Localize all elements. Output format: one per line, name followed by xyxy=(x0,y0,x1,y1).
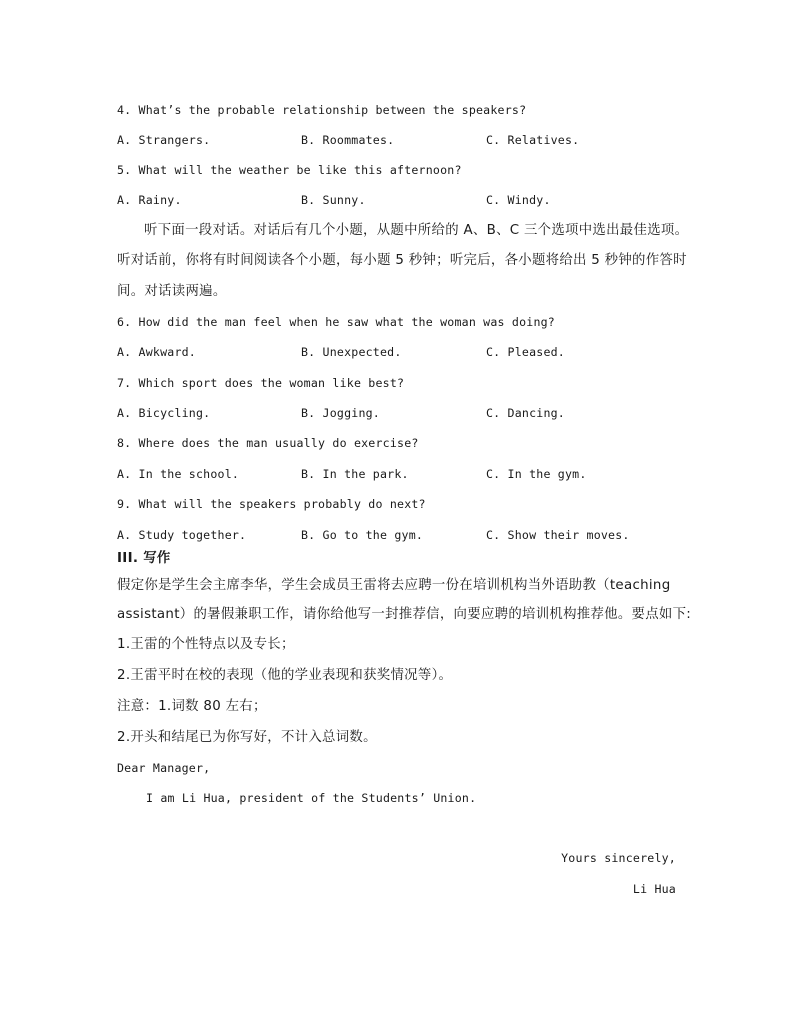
writing-note-1: 注意：1.词数 80 左右； xyxy=(117,699,267,714)
option-c: C. Pleased. xyxy=(486,345,565,359)
letter-opening: I am Li Hua, president of the Students’ Union. xyxy=(146,791,477,805)
question-9: 9. What will the speakers probably do next? xyxy=(117,497,426,511)
option-c: C. Dancing. xyxy=(486,406,565,420)
question-4: 4. What’s the probable relationship between the speakers? xyxy=(117,103,527,117)
option-b: B. In the park. xyxy=(301,467,409,481)
question-5: 5. What will the weather be like this afternoon? xyxy=(117,163,462,177)
option-b: B. Sunny. xyxy=(301,193,366,207)
option-c: C. Relatives. xyxy=(486,133,580,147)
option-b: B. Go to the gym. xyxy=(301,528,424,542)
option-b: B. Jogging. xyxy=(301,406,380,420)
writing-point-1: 1.王雷的个性特点以及专长； xyxy=(117,637,295,652)
option-a: A. Rainy. xyxy=(117,193,182,207)
section-heading-writing: III. 写作 xyxy=(117,551,171,566)
letter-closing: Yours sincerely, xyxy=(561,851,676,865)
letter-signature: Li Hua xyxy=(632,882,676,896)
option-b: B. Unexpected. xyxy=(301,345,402,359)
question-6: 6. How did the man feel when he saw what the woman was doing? xyxy=(117,315,555,329)
option-a: A. Strangers. xyxy=(117,133,211,147)
writing-note-2: 2.开头和结尾已为你写好，不计入总词数。 xyxy=(117,730,377,745)
instructions-line-3: 间。对话读两遍。 xyxy=(117,284,227,299)
option-a: A. Study together. xyxy=(117,528,247,542)
writing-prompt-line-2: assistant）的暑假兼职工作，请你给他写一封推荐信，向要应聘的培训机构推荐他。要点如下: xyxy=(117,607,692,622)
option-c: C. Show their moves. xyxy=(486,528,630,542)
option-a: A. Bicycling. xyxy=(117,406,211,420)
option-c: C. Windy. xyxy=(486,193,551,207)
writing-prompt-line-1: 假定你是学生会主席李华，学生会成员王雷将去应聘一份在培训机构当外语助教（teaching xyxy=(117,578,671,593)
writing-point-2: 2.王雷平时在校的表现（他的学业表现和获奖情况等）。 xyxy=(117,668,453,683)
option-a: A. Awkward. xyxy=(117,345,196,359)
instructions-line-2: 听对话前，你将有时间阅读各个小题，每小题 5 秒钟；听完后，各小题将给出 5 秒钟的作答时 xyxy=(117,253,687,268)
question-7: 7. Which sport does the woman like best? xyxy=(117,376,405,390)
option-b: B. Roommates. xyxy=(301,133,395,147)
letter-salutation: Dear Manager, xyxy=(117,761,211,775)
option-c: C. In the gym. xyxy=(486,467,587,481)
option-a: A. In the school. xyxy=(117,467,240,481)
instructions-line-1: 听下面一段对话。对话后有几个小题，从题中所给的 A、B、C 三个选项中选出最佳选项。 xyxy=(144,223,689,238)
question-8: 8. Where does the man usually do exercise? xyxy=(117,436,419,450)
